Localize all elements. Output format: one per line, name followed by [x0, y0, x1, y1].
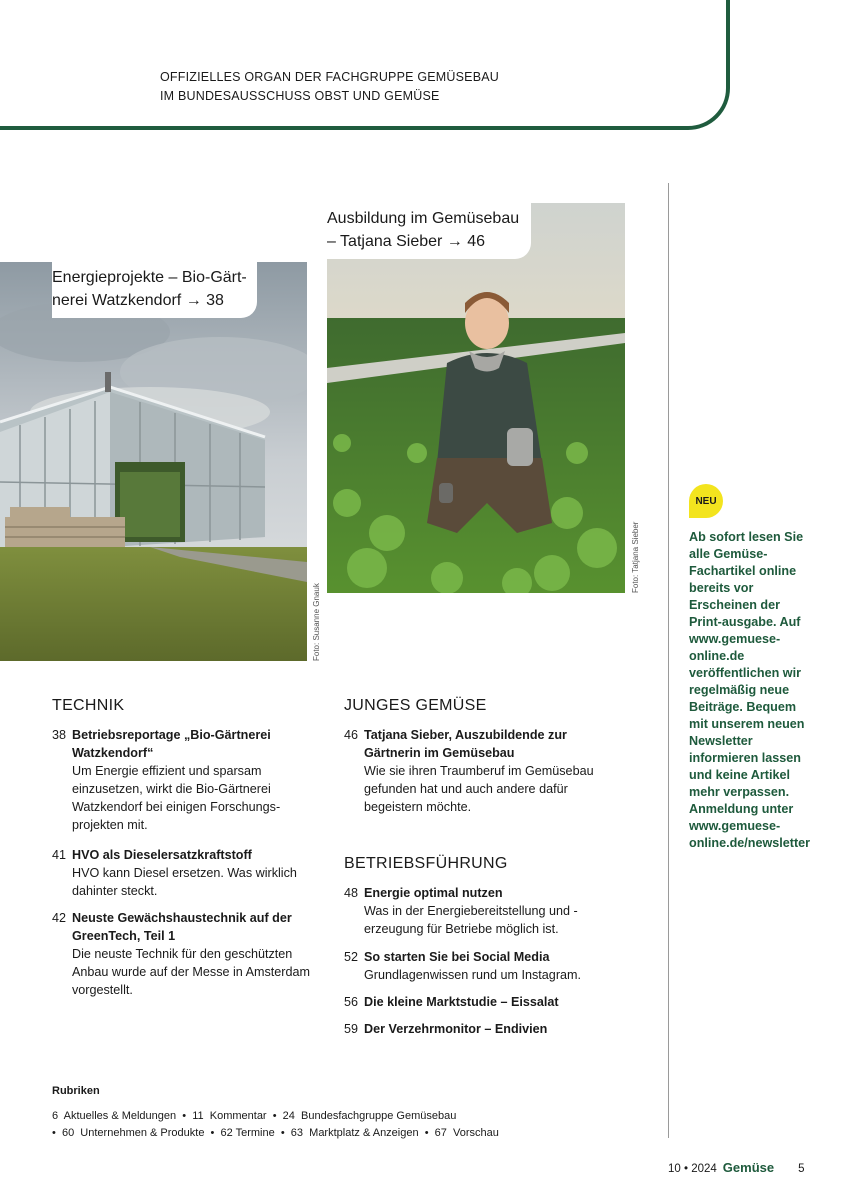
greenhouse-illustration — [0, 262, 307, 661]
issue-number: 10 • 2024 — [668, 1163, 717, 1175]
photo-caption-energy: Energieprojekte – Bio-Gärt- nerei Watzkendorf → 38 — [52, 262, 257, 318]
toc-entry: 41 HVO als Dieselersatzkraftstoff HVO kann Diesel ersetzen. Was wirklich dahinter steckt. — [52, 848, 297, 898]
toc-entry: 56 Die kleine Marktstudie – Eissalat — [344, 995, 559, 1009]
photo-credit-right: Foto: Tatjana Sieber — [631, 521, 640, 593]
section-title-technik: TECHNIK — [52, 697, 125, 714]
toc-entry: 59 Der Verzehrmonitor – Endivien — [344, 1022, 548, 1036]
toc-entry: 38 Betriebsreportage „Bio-Gärtnerei Watzkendorf“ Um Energie effizient und sparsam einzusetzen, wirkt die Bio-Gärtnerei Watzkendorf bei einigen Forschungs-projekten mit. — [52, 728, 281, 832]
toc-entry: 46 Tatjana Sieber, Auszubildende zur Gärtnerin im Gemüsebau Wie sie ihren Traumberuf im Gemüsebau gefunden hat und auch andere dafür begeistern möchte. — [344, 728, 594, 814]
trainee-photo — [327, 203, 625, 593]
photo-caption-training: Ausbildung im Gemüsebau – Tatjana Sieber → 46 — [327, 203, 531, 259]
section-title-betriebsfuehrung: BETRIEBSFÜHRUNG — [344, 855, 508, 872]
header-frame — [0, 0, 730, 130]
toc-entry: 52 So starten Sie bei Social Media Grundlagenwissen rund um Instagram. — [344, 950, 582, 982]
greenhouse-photo — [0, 262, 307, 661]
new-badge: NEU — [689, 484, 723, 518]
page-footer — [668, 1160, 805, 1175]
rubriken-title: Rubriken — [52, 1085, 100, 1097]
magazine-logo: Gemüse — [722, 1160, 775, 1175]
column-divider — [668, 183, 669, 1138]
toc-entry: 48 Energie optimal nutzen Was in der Energiebereitstellung und -erzeugung für Betriebe möglich ist. — [344, 886, 578, 936]
section-title-junges-gemuese: JUNGES GEMÜSE — [344, 697, 487, 714]
toc-entry: 42 Neuste Gewächshaustechnik auf der GreenTech, Teil 1 Die neuste Technik für den geschützten Anbau wurde auf der Messe in Amsterdam vorgestellt. — [52, 911, 311, 997]
photo-credit-left: Foto: Susanne Gnauk — [312, 583, 321, 661]
rubriken-list: 6 Aktuelles & Meldungen • 11 Kommentar • 24 Bundesfachgruppe Gemüsebau • 60 Unternehmen & Produkte • 62 Termine • 63 Marktplatz & Anzeigen • 67 Vorschau — [52, 1110, 499, 1139]
trainee-illustration — [327, 203, 625, 593]
online-promo-text: Ab sofort lesen Sie alle Gemüse-Fachartikel online bereits vor Erscheinen der Print-ausgabe. Auf www.gemuese-online.de veröffentlichen wir regelmäßig neue Beiträge. Bequem mit unserem neuen Newsletter informieren lassen und keine Artikel mehr verpassen. Anmeldung unter www.gemuese-online.de/newsletter — [689, 530, 811, 850]
publication-note: OFFIZIELLES ORGAN DER FACHGRUPPE GEMÜSEBAU IM BUNDESAUSSCHUSS OBST UND GEMÜSE — [160, 70, 500, 103]
page-number: 5 — [798, 1163, 805, 1175]
